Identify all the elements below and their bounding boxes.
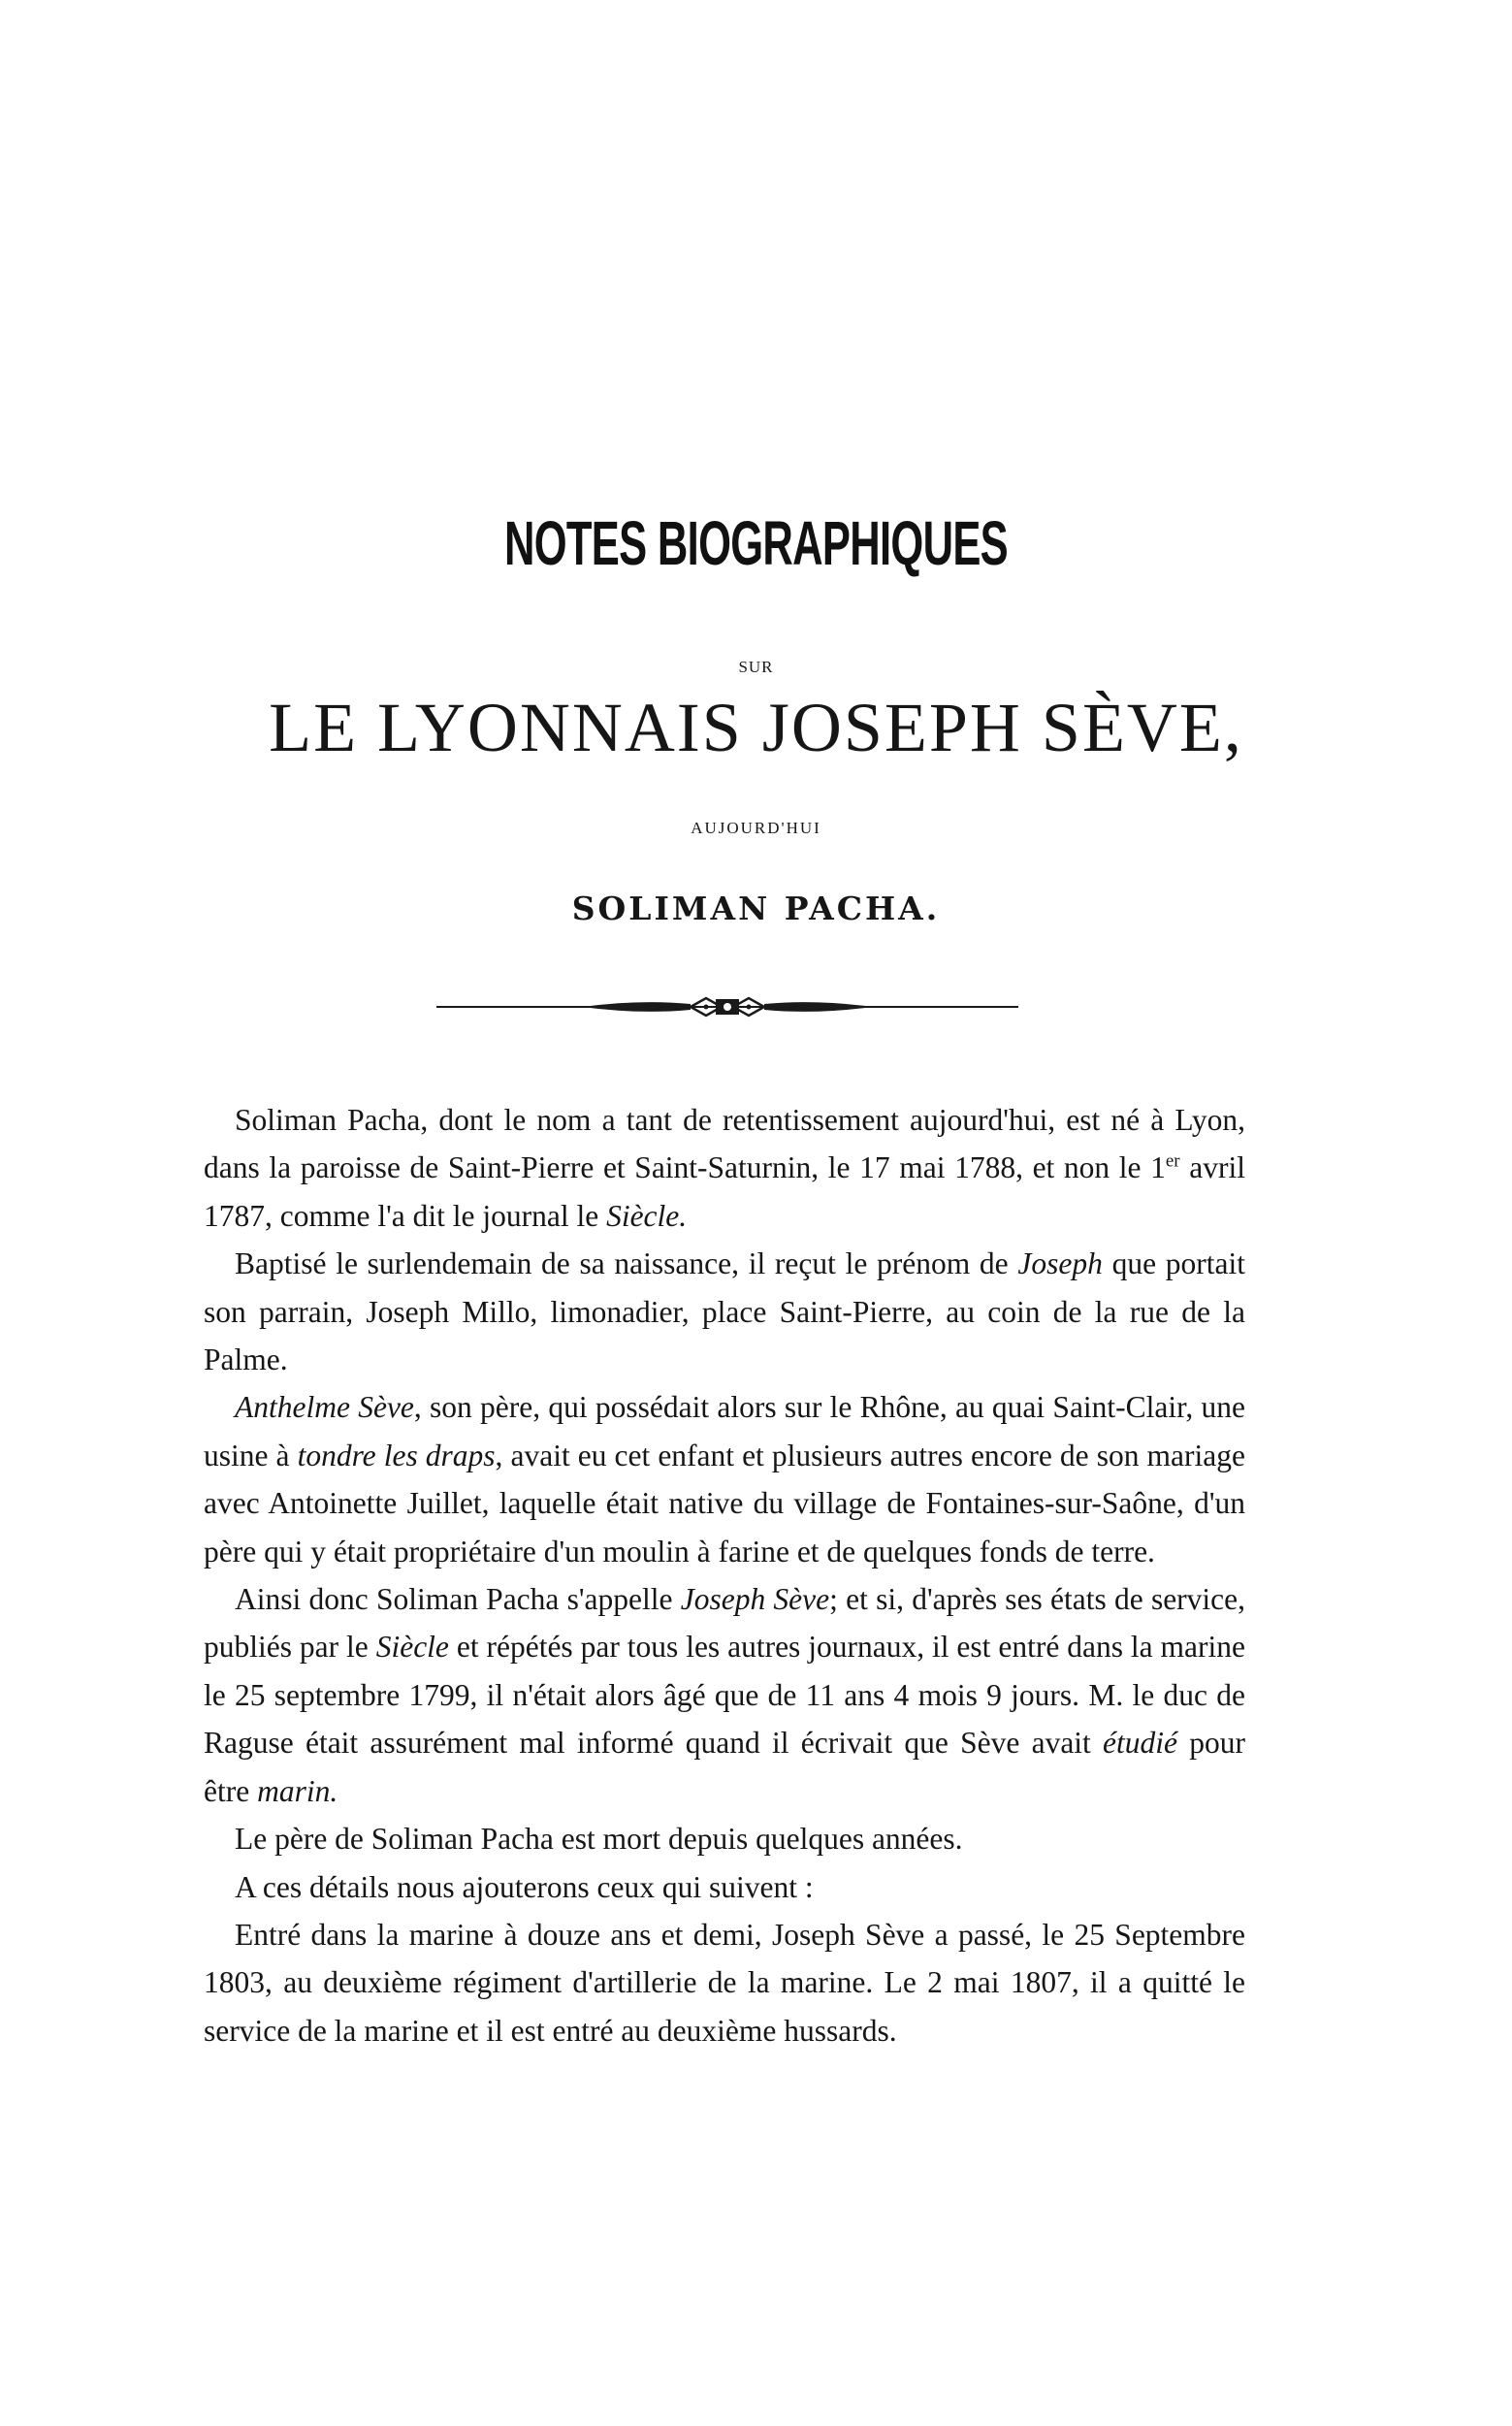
body-text	[204, 1096, 1245, 2054]
paragraph-2: Baptisé le surlendemain de sa naissance, il reçut le prénom de Joseph que portait son parrain, Joseph Millo, limonadier, place Saint-Pierre, au coin de la rue de la Palme.	[204, 1246, 1245, 1377]
paragraph-7: Entré dans la marine à douze ans et demi, Joseph Sève a passé, le 25 Septembre 1803, au deuxième régiment d'artillerie de la marine. Le 2 mai 1807, il a quitté le service de la marine et il est entré au deuxième hussards.	[204, 1917, 1245, 2048]
title-notes-biographiques: NOTES BIOGRAPHIQUES	[503, 508, 1009, 578]
ornamental-rule-icon	[436, 989, 1018, 1024]
paragraph-5: Le père de Soliman Pacha est mort depuis quelques années.	[235, 1822, 963, 1857]
title-aujourdhui: AUJOURD'HUI	[691, 819, 821, 837]
title-sur: SUR	[738, 658, 774, 676]
title-soliman-pacha: SOLIMAN PACHA.	[571, 890, 941, 927]
paragraph-3: Anthelme Sève, son père, qui possédait alors sur le Rhône, au quai Saint-Clair, une usine à tondre les draps, avait eu cet enfant et plusieurs autres encore de son mariage avec Antoinette Juillet, laquelle était native du village de Fontaines-sur-Saône, d'un père qui y était propriétaire d'un moulin à farine et de quelques fonds de terre.	[204, 1390, 1245, 1569]
paragraph-1: Soliman Pacha, dont le nom a tant de retentissement aujourd'hui, est né à Lyon, dans la paroisse de Saint-Pierre et Saint-Saturnin, le 17 mai 1788, et non le 1er avril 1787, comme l'a dit le journal le Siècle.	[204, 1103, 1245, 1233]
paragraph-4: Ainsi donc Soliman Pacha s'appelle Joseph Sève; et si, d'après ses états de service, publiés par le Siècle et répétés par tous les autres journaux, il est entré dans la marine le 25 septembre 1799, il n'était alors âgé que de 11 ans 4 mois 9 jours. M. le duc de Raguse était assurément mal informé quand il écrivait que Sève avait étudié pour être marin.	[204, 1582, 1246, 1808]
paragraph-6: A ces détails nous ajouterons ceux qui suivent :	[235, 1869, 814, 1904]
title-main: LE LYONNAIS JOSEPH SÈVE,	[269, 689, 1243, 766]
